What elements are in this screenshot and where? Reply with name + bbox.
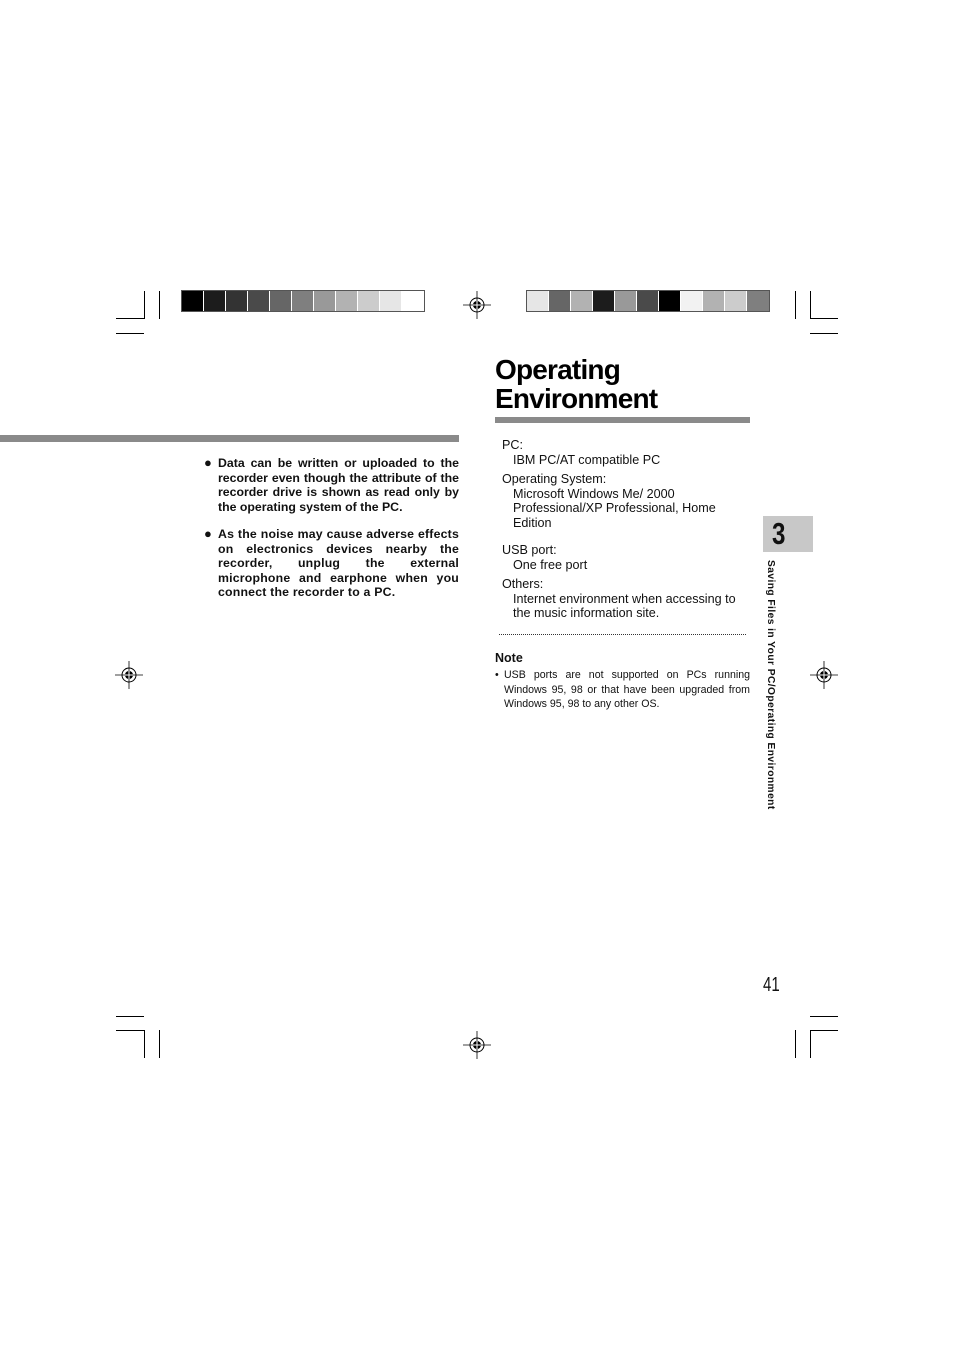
spec-others [502, 577, 750, 621]
calibration-swatch [402, 291, 424, 311]
crop-mark [810, 1030, 838, 1031]
bullet-icon: ● [204, 455, 212, 470]
crop-mark [144, 1030, 145, 1058]
chapter-side-label: Saving Files in Your PC/Operating Environment [765, 560, 776, 810]
calibration-swatch [571, 291, 593, 311]
page-title-line: Operating [495, 354, 621, 385]
bullet-icon: ● [204, 526, 212, 541]
note-heading: Note [495, 651, 523, 665]
crop-mark [116, 318, 144, 319]
spec-label: USB port: [502, 543, 557, 557]
calibration-swatch [527, 291, 549, 311]
spec-value: Microsoft Windows Me/ 2000 Professional/XP Professional, Home Edition [513, 486, 716, 530]
page-number: 41 [763, 974, 780, 996]
calibration-swatch [659, 291, 681, 311]
spec-pc [502, 438, 742, 467]
note-body [495, 668, 750, 712]
page-title [495, 355, 657, 413]
calibration-swatch [248, 291, 270, 311]
page-title-line: Environment [495, 383, 658, 414]
crop-mark [795, 1030, 796, 1058]
calibration-bar-left [181, 290, 425, 312]
chapter-tab [763, 516, 813, 552]
calibration-swatch [380, 291, 402, 311]
crop-mark [810, 1016, 838, 1017]
crop-mark [810, 1030, 811, 1058]
bullet-text: Data can be written or uploaded to the recorder even though the attribute of the recorder drive is shown as read only by the operating system of the PC. [218, 456, 459, 514]
calibration-swatch [615, 291, 637, 311]
calibration-swatch [270, 291, 292, 311]
spec-label: Operating System: [502, 472, 607, 486]
calibration-swatch [182, 291, 204, 311]
crop-mark [116, 333, 144, 334]
crop-mark [144, 291, 145, 319]
crop-mark [159, 1030, 160, 1058]
crop-mark [116, 1016, 144, 1017]
calibration-swatch [314, 291, 336, 311]
spec-label: PC: [502, 438, 523, 452]
calibration-swatch [226, 291, 248, 311]
registration-mark-icon [463, 291, 491, 319]
calibration-swatch [747, 291, 769, 311]
crop-mark [116, 1030, 144, 1031]
spec-usb [502, 543, 742, 572]
calibration-swatch [681, 291, 703, 311]
bullet-text: As the noise may cause adverse effects on electronics devices nearby the recorder, unplug the external microphone and earphone when you connect the recorder to a PC. [218, 527, 459, 600]
calibration-swatch [725, 291, 747, 311]
crop-mark [795, 291, 796, 319]
calibration-swatch [292, 291, 314, 311]
spec-os [502, 472, 742, 530]
spec-value: One free port [513, 557, 588, 572]
calibration-swatch [703, 291, 725, 311]
calibration-swatch [549, 291, 571, 311]
crop-mark [810, 318, 838, 319]
spec-value: IBM PC/AT compatible PC [513, 452, 661, 467]
dotted-divider [499, 634, 746, 635]
calibration-swatch [204, 291, 226, 311]
spec-value: Internet environment when accessing to the music information site. [513, 591, 736, 621]
bullet-item [204, 456, 459, 514]
crop-mark [159, 291, 160, 319]
note-text: USB ports are not supported on PCs running Windows 95, 98 or that have been upgraded from Windows 95, 98 to any other OS. [504, 669, 750, 711]
crop-mark [810, 333, 838, 334]
bullet-item [204, 527, 459, 600]
chapter-number: 3 [772, 516, 786, 551]
crop-mark [810, 291, 811, 319]
registration-mark-icon [115, 661, 143, 689]
calibration-swatch [358, 291, 380, 311]
calibration-swatch [637, 291, 659, 311]
registration-mark-icon [810, 661, 838, 689]
calibration-swatch [336, 291, 358, 311]
calibration-bar-right [526, 290, 770, 312]
calibration-swatch [593, 291, 615, 311]
section-rule [0, 435, 459, 442]
registration-mark-icon [463, 1031, 491, 1059]
title-rule [495, 417, 750, 423]
spec-label: Others: [502, 577, 544, 591]
note-bullet: • [495, 669, 499, 681]
